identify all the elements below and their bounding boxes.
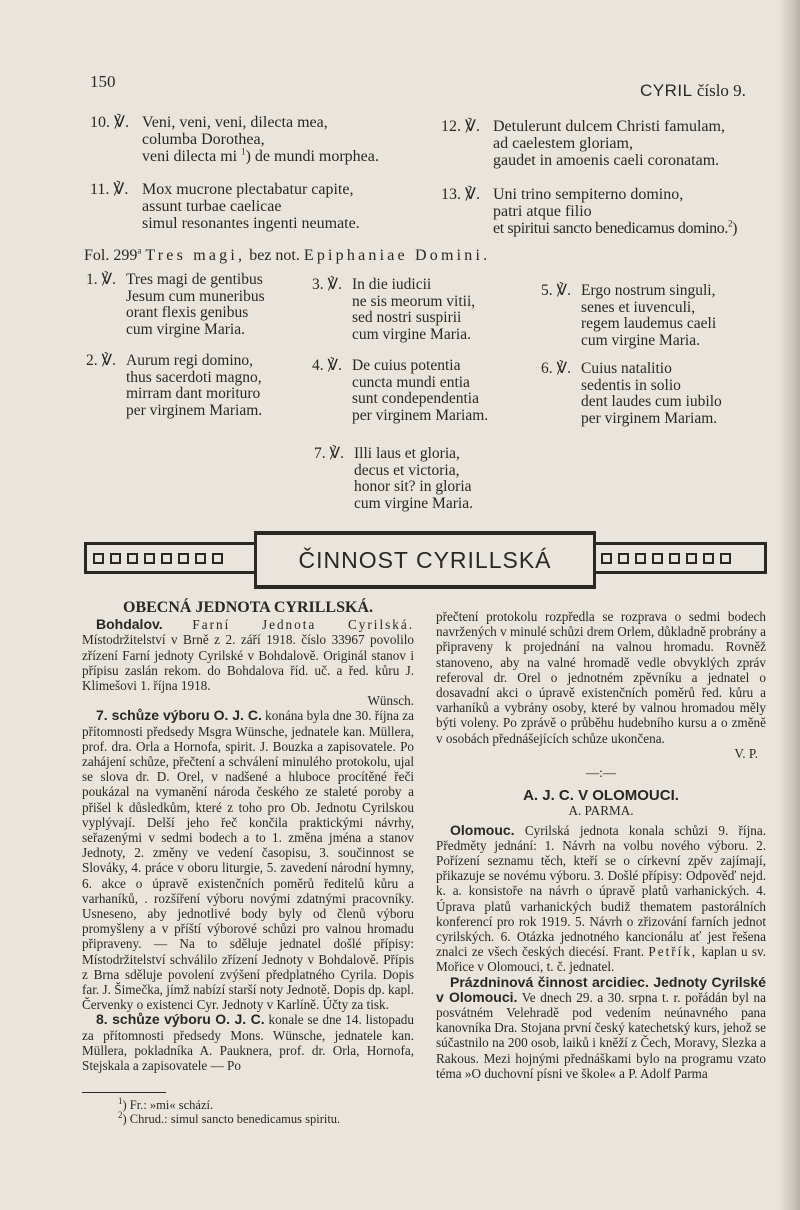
verse-12: 12. ℣. Detulerunt dulcem Christi famulam, ad caelestem gloriam, gaudet in amoenis caeli coronatam. xyxy=(441,118,725,169)
verse-3: 3. ℣. In die iudicii ne sis meorum vitii, sed nostri suspirii cum virgine Maria. xyxy=(312,276,476,343)
versicle-icon: ℣. xyxy=(465,118,480,135)
versicle-icon: ℣. xyxy=(101,352,116,369)
running-head xyxy=(640,81,746,101)
versicle-icon: ℣. xyxy=(329,445,344,462)
verse-5: 5. ℣. Ergo nostrum singuli, senes et iuvenculi, regem laudemus caeli cum virgine Maria. xyxy=(541,282,717,349)
signature: V. P. xyxy=(734,745,758,761)
verse-1: 1. ℣. Tres magi de gentibus Jesum cum muneribus orant flexis genibus cum virgine Maria. xyxy=(86,271,265,338)
paragraph: 8. schůze výboru O. J. C. konale se dne 14. listopadu za přítomnosti předsedy Mons. Wünsche, jednatele kan. Müllera, pokladníka A. Pauknera, prof. dr. Orla, Hornofa, Stejskala a zapisovatele — Po xyxy=(82,1011,414,1074)
verse-11: 11. ℣. Mox mucrone plectabatur capite, assunt turbae caelicae simul resonantes ingenti neumate. xyxy=(90,181,360,232)
signature: Wünsch. xyxy=(367,693,414,709)
section-heading: A. J. C. V OLOMOUCI. xyxy=(523,787,679,805)
verse-6: 6. ℣. Cuius natalitio sedentis in solio dent laudes cum iubilo per virginem Mariam. xyxy=(541,360,722,427)
folio-heading: Fol. 299$^a$ Tres magi, bez not. Epiphaniae Domini. xyxy=(84,245,491,264)
page-number: 150 xyxy=(90,72,116,91)
footnote-rule xyxy=(82,1092,166,1093)
paragraph: Olomouc. Cyrilská jednota konala schůzi 9. října. Předměty jednání: 1. Návrh na volbu nového výboru. 2. Pořízení seznamu těch, kteří se o církevní zpěv zajímají, přikazuje se novému výboru. 3. Došlé přípisy: Odpověď nejd. k. a. konsistoře na návrh o úpravě platů varhanických. 4. Úprava platů varhanických budiž thematem pastorálních konferencí pro rok 1919. 5. Návrh o zřizování farních jednot cyrilských. 6. Otázka jednotného kancionálu ať jest řešena znalci ze všech českých diecésí. Frant. Petřík, kaplan u sv. Mořice v Olomouci, t. č. jednatel. xyxy=(436,821,766,975)
footnotes xyxy=(118,1095,341,1126)
paragraph: Prázdninová činnost arcidiec. Jednoty Cyrilské v Olomouci. Ve dnech 29. a 30. srpna t. r. pořádán byl na posvátném Velehradě pod vedením neúnavného pana kanovníka Dra. Stojana první český katechetský kurs, jehož se súčastnilo na 200 osob, laiků i kněží z Čech, Moravy, Slezka a Rakous. Mezi hojnými přednáškami bylo na programu vzato téma »O duchovní písni ve škole« a P. Adolf Parma xyxy=(436,973,766,1081)
left-column xyxy=(82,600,414,1073)
issue-number: číslo 9. xyxy=(696,81,746,100)
divider: —:— xyxy=(585,765,617,781)
footnote-mark: 1 xyxy=(241,146,246,157)
page-edge-shadow xyxy=(778,0,800,1210)
paragraph: Bohdalov. Farní Jednota Cyrilská. Místodržitelství v Brně z 2. září 1918. číslo 33967 povolilo zřízení Farní jednoty Cyrilské v Bohdalově. Originál stanov i přípisu zaslán rekom. do Bohdalova říd. uč. a řed. kůru J. Klimešovi 1. října 1918. xyxy=(82,616,414,694)
footnote-1: $^1$) Fr.: »mi« schází. xyxy=(118,1095,214,1112)
versicle-icon: ℣. xyxy=(327,357,342,374)
section-title: ČINNOST CYRILLSKÁ xyxy=(254,531,596,589)
paragraph: 7. schůze výboru O. J. C. konána byla dne 30. října za přítomnosti předsedy Msgra Wünsche, jednatele kan. Müllera, prof. dra. Orla a Hornofa, spirit. J. Bouzka a zapisovatele. Po zahájení schůze, přečtení a schválení minulého protokolu, ujal se slova dr. D. Orel, v nadšené a hluboce procítěné řeči poukázal na vymanění národa českého ze staleté poroby a přišel k důsledkům, které z toho pro Ob. Jednotu Cyrilskou vyplývají. Delší jeho řeč končila praktickými návrhy, seřazenými v sedmi bodech a to 1. změna jména a stanov Jednoty, 2. změny ve vedení časopisu, 3. součinnost se Slováky, 4. práce v oboru liturgie, 5. zavedení národní hymny, 6. akce o úpravě existenčních poměrů ředitelů kůru a varhaníků, . rozšíření výboru novými zdatnými pracovníky. Usneseno, aby jednotlivé body byly od členů výboru promyšleny a v příští výborové schůzi pro valnou hromadu připraveny. — Na to sděluje jednatel došlé přípisy: Místodržitelství schválilo zřízení Jednoty v Bohdalově. Přípis z Brna sděluje povolení zvýšení předplatného Cyrila. Dopis far. J. Šimečka, jímž nabízí starší noty Jednotě. Dopis dp. kapl. Červenky o existenci Cyr. Jednoty v Karlíně. Účty za tisk. xyxy=(82,707,414,1013)
banner-ornament-right xyxy=(595,542,767,574)
versicle-icon: ℣. xyxy=(101,271,116,288)
paragraph: přečtení protokolu rozpředla se rozprava o sedmi bodech navržených v minulé schůzi drem Orlem, důkladně probrány a připraveny k projednání na valnou hromadu. Rovněž stanoveno, aby na valné hromadě vedle obvyklých zpráv referoval dr. Orel o jednotném zpěvníku a jednatel o dosavadní akci o úpravě existenčních poměrů řed. kůru a varhaníků a vybrány osoby, které by valnou hromadou měly býti voleny. Po zprávě o průběhu hudebního kursu a o změně v osobách přednášejících schůze ukončena. xyxy=(436,609,766,746)
journal-title: CYRIL xyxy=(640,81,693,100)
footnote-2: $^2$) Chrud.: simul sancto benedicamus spiritu. xyxy=(118,1109,341,1126)
verse-7: 7. ℣. Illi laus et gloria, decus et victoria, honor sit? in gloria cum virgine Maria. xyxy=(314,445,473,512)
versicle-icon: ℣. xyxy=(465,186,480,203)
verse-10: 10. ℣. Veni, veni, veni, dilecta mea, columba Dorothea, veni dilecta mi $^1$) de mundi morphea. xyxy=(90,114,379,165)
footnote-mark: 2 xyxy=(727,218,733,229)
section-heading: OBECNÁ JEDNOTA CYRILLSKÁ. xyxy=(123,599,373,616)
versicle-icon: ℣. xyxy=(556,360,571,377)
banner-ornament-left xyxy=(84,542,254,574)
verse-13: 13. ℣. Uni trino sempiterno domino, patri atque filio et spiritui sancto benedicamus domino.$^2$) xyxy=(441,186,738,237)
right-column xyxy=(436,609,766,1081)
verse-4: 4. ℣. De cuius potentia cuncta mundi entia sunt condependentia per virginem Mariam. xyxy=(312,357,489,424)
versicle-icon: ℣. xyxy=(327,276,342,293)
versicle-icon: ℣. xyxy=(556,282,571,299)
verse-2: 2. ℣. Aurum regi domino, thus sacerdoti magno, mirram dant morituro per virginem Mariam. xyxy=(86,352,263,419)
author: A. PARMA. xyxy=(568,803,634,819)
section-banner xyxy=(84,531,767,593)
versicle-icon: ℣. xyxy=(114,114,129,131)
versicle-icon: ℣. xyxy=(113,181,129,198)
